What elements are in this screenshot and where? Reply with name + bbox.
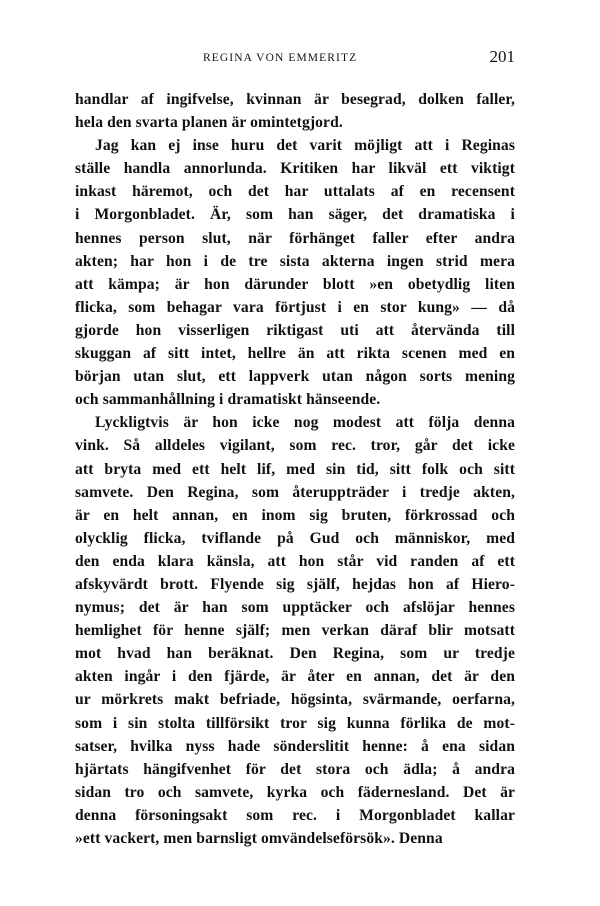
text-line: är en helt annan, en inom sig bruten, förkrossad och [75, 506, 515, 524]
text-line: och sammanhållning i dramatiskt hänseende. [75, 391, 381, 409]
text-line: vink. Så alldeles vigilant, som rec. tror, går det icke [75, 437, 515, 455]
running-head-title: REGINA VON EMMERITZ [203, 52, 358, 64]
text-line: inkast häremot, och det har uttalats af en recensent [75, 183, 515, 201]
text-line: Lyckligtvis är hon icke nog modest att följa denna [95, 414, 515, 432]
text-line: gjorde hon visserligen riktigast uti att återvända till [75, 321, 515, 339]
text-line: samvete. Den Regina, som återuppträder i tredje akten, [75, 483, 515, 501]
text-line: att bryta med ett helt lif, med sin tid, sitt folk och sitt [75, 460, 515, 478]
text-line: början utan slut, ett lappverk utan någon sorts mening [75, 368, 515, 386]
text-line: Jag kan ej inse huru det varit möjligt att i Reginas [95, 137, 515, 155]
paragraph [75, 411, 515, 850]
text-line: akten ingår i den fjärde, är åter en annan, det är den [75, 668, 515, 686]
text-line: hela den svarta planen är omintetgjord. [75, 114, 343, 132]
text-line: olycklig flicka, tviflande på Gud och människor, med [75, 529, 515, 547]
text-line: skuggan af sitt intet, hellre än att rikta scenen med en [75, 345, 515, 363]
text-line: handlar af ingifvelse, kvinnan är besegrad, dolken faller, [75, 91, 515, 108]
book-page [75, 46, 515, 850]
text-line: sidan tro och samvete, kyrka och fädernesland. Det är [75, 783, 515, 801]
text-line: hjärtats hängifvenhet för det stora och ädla; å andra [75, 760, 515, 778]
running-head [75, 46, 515, 74]
text-line: hennes person slut, när förhänget faller efter andra [75, 229, 515, 247]
text-line: ur mörkrets makt befriade, högsinta, svärmande, oerfarna, [75, 691, 515, 709]
text-line: mot hvad han beräknat. Den Regina, som ur tredje [75, 645, 515, 663]
text-line: att kämpa; är hon därunder blott »en obetydlig liten [75, 275, 515, 293]
text-line: satser, hvilka nyss hade sönderslitit henne: å ena sidan [75, 737, 515, 755]
text-line: som i sin stolta tillförsikt tror sig kunna förlika de mot- [75, 714, 515, 732]
text-line: hemlighet för henne själf; men verkan däraf blir motsatt [75, 622, 515, 640]
text-line: »ett vackert, men barnsligt omvändelseförsök». Denna [75, 830, 443, 847]
text-line: i Morgonbladet. Är, som han säger, det dramatiska i [75, 206, 515, 224]
text-line: den enda klara känsla, att hon står vid randen af ett [75, 552, 515, 570]
page-number: 201 [489, 47, 515, 66]
text-line: denna försoningsakt som rec. i Morgonbladet kallar [75, 806, 515, 824]
text-line: akten; har hon i de tre sista akterna ingen strid mera [75, 252, 515, 270]
text-line: nymus; det är han som upptäcker och afslöjar hennes [75, 599, 515, 617]
paragraph [75, 134, 515, 411]
body-text [75, 88, 515, 850]
paragraph [75, 88, 515, 134]
text-line: flicka, som behagar vara förtjust i en stor kung» — då [75, 298, 515, 316]
text-line: afskyvärdt brott. Flyende sig själf, hejdas hon af Hiero- [75, 575, 515, 593]
text-line: ställe handla annorlunda. Kritiken har likväl ett viktigt [75, 160, 515, 178]
